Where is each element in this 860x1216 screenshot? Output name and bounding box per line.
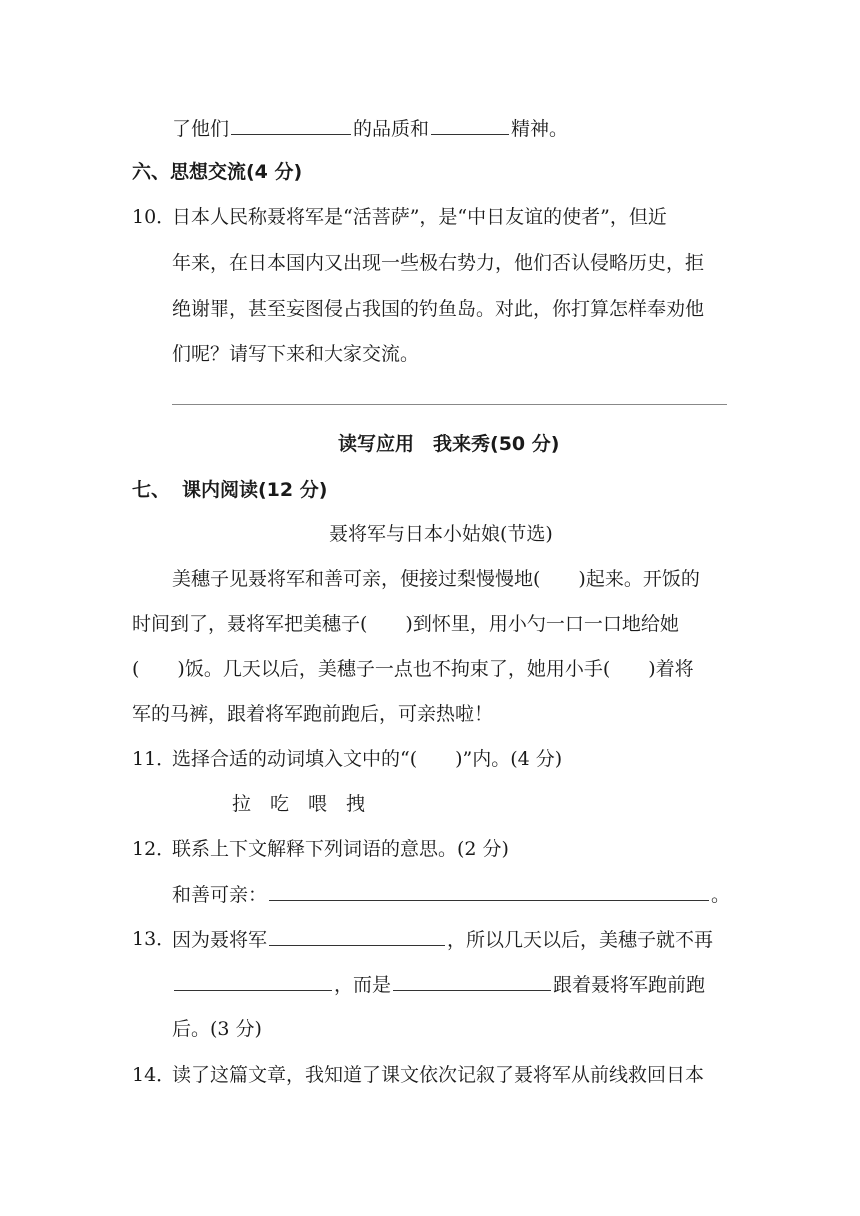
q13-number: 13． xyxy=(132,928,176,950)
q13-text-b: ，所以几天以后，美穗子就不再 xyxy=(447,929,714,951)
q13-line-1 xyxy=(172,925,713,954)
passage-title: 聂将军与日本小姑娘(节选) xyxy=(329,523,553,545)
passage-line-1a: 美穗子见聂将军和善可亲，便接过梨慢慢地( xyxy=(172,568,541,590)
q11-text-a: 选择合适的动词填入文中的“( xyxy=(172,748,418,770)
section-7-title: 课内阅读(12 分) xyxy=(182,479,328,501)
q10-line-1: 日本人民称聂将军是“活菩萨”，是“中日友谊的使者”，但近 xyxy=(172,206,667,228)
q12-blank[interactable] xyxy=(269,880,709,901)
passage-line-2a: 时间到了，聂将军把美穗子( xyxy=(132,613,368,635)
q11-number: 11． xyxy=(132,748,176,770)
passage-line-1 xyxy=(172,565,700,593)
q12-label: 和善可亲： xyxy=(172,884,268,906)
q11-text xyxy=(172,745,562,773)
part-heading-text: 读写应用 我来秀( xyxy=(338,433,499,455)
q13-blank-2[interactable] xyxy=(174,970,332,991)
q12-answer-line xyxy=(172,880,730,909)
passage-line-4: 军的马裤，跟着将军跑前跑后，可亲热啦！ xyxy=(132,703,494,725)
q13-blank-1[interactable] xyxy=(269,925,445,946)
q10-number: 10． xyxy=(132,206,176,228)
q11-word-bank: 拉 吃 喂 拽 xyxy=(232,793,366,815)
q9-text-mid: 的品质和 xyxy=(353,118,430,140)
q9-text-pre: 了他们 xyxy=(172,118,230,140)
q10-line-4: 们呢？请写下来和大家交流。 xyxy=(172,343,420,365)
passage-line-2b: )到怀里，用小勺一口一口地给她 xyxy=(405,613,679,635)
q12-text: 联系上下文解释下列词语的意思。(2 分) xyxy=(172,838,509,860)
q12-number: 12． xyxy=(132,838,176,860)
q13-blank-3[interactable] xyxy=(393,970,551,991)
q14-text: 读了这篇文章，我知道了课文依次记叙了聂将军从前线救回日本 xyxy=(172,1064,705,1086)
section-6-title: 六、思想交流(4 分) xyxy=(132,161,303,183)
part-heading xyxy=(338,430,559,458)
q13-line-3: 后。(3 分) xyxy=(172,1018,262,1040)
q11-text-b: )”内。(4 分) xyxy=(455,748,563,770)
q13-text-c: ，而是 xyxy=(334,974,392,996)
passage-line-3 xyxy=(132,655,694,683)
q9-blank-1[interactable] xyxy=(231,114,351,135)
section-7-number: 七、 xyxy=(132,479,171,501)
part-heading-unit: 分) xyxy=(525,433,560,455)
passage-line-3b: )饭。几天以后，美穗子一点也不拘束了，她用小手( xyxy=(177,658,611,680)
q14-number: 14． xyxy=(132,1064,176,1086)
passage-line-1b: )起来。开饭的 xyxy=(578,568,700,590)
part-heading-score: 50 xyxy=(498,433,526,455)
q10-answer-line[interactable] xyxy=(172,404,727,405)
q10-line-3: 绝谢罪，甚至妄图侵占我国的钓鱼岛。对此，你打算怎样奉劝他 xyxy=(172,298,705,320)
q13-line-2 xyxy=(172,970,705,999)
q9-continuation-line xyxy=(172,114,568,143)
q9-text-post: 精神。 xyxy=(511,118,569,140)
q12-end: 。 xyxy=(711,884,731,906)
passage-line-2 xyxy=(132,610,679,638)
q13-text-a: 因为聂将军 xyxy=(172,929,268,951)
q10-line-2: 年来，在日本国内又出现一些极右势力，他们否认侵略历史，拒 xyxy=(172,252,705,274)
passage-line-3a: ( xyxy=(132,658,140,680)
passage-line-3c: )着将 xyxy=(648,658,694,680)
q9-blank-2[interactable] xyxy=(431,114,509,135)
q13-text-d: 跟着聂将军跑前跑 xyxy=(553,974,706,996)
